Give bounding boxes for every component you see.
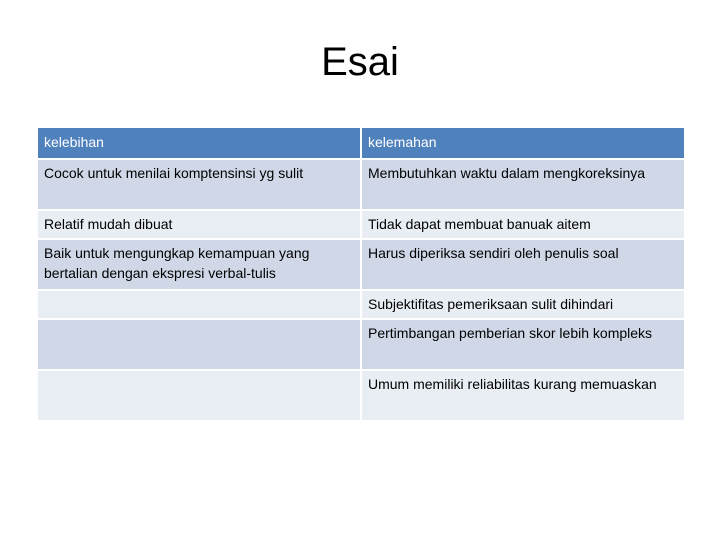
table-header-row [37, 127, 685, 159]
table-cell: Cocok untuk menilai komptensinsi yg sulit [37, 159, 361, 210]
table-cell [37, 319, 361, 370]
table-row [37, 210, 685, 239]
comparison-table [36, 126, 686, 422]
table-row [37, 370, 685, 421]
table-cell: Baik untuk mengungkap kemampuan yang bertalian dengan ekspresi verbal-tulis [37, 239, 361, 290]
table-cell [37, 370, 361, 421]
table-row [37, 239, 685, 290]
page-title: Esai [321, 40, 399, 84]
column-header-kelebihan: kelebihan [37, 127, 361, 159]
table-cell: Harus diperiksa sendiri oleh penulis soal [361, 239, 685, 290]
table-cell: Membutuhkan waktu dalam mengkoreksinya [361, 159, 685, 210]
table-cell: Pertimbangan pemberian skor lebih kompleks [361, 319, 685, 370]
table-row [37, 319, 685, 370]
table-row [37, 159, 685, 210]
table-row [37, 290, 685, 319]
table-cell: Subjektifitas pemeriksaan sulit dihindari [361, 290, 685, 319]
table-cell: Tidak dapat membuat banuak aitem [361, 210, 685, 239]
column-header-kelemahan: kelemahan [361, 127, 685, 159]
table-cell: Umum memiliki reliabilitas kurang memuaskan [361, 370, 685, 421]
table-cell: Relatif mudah dibuat [37, 210, 361, 239]
table-cell [37, 290, 361, 319]
